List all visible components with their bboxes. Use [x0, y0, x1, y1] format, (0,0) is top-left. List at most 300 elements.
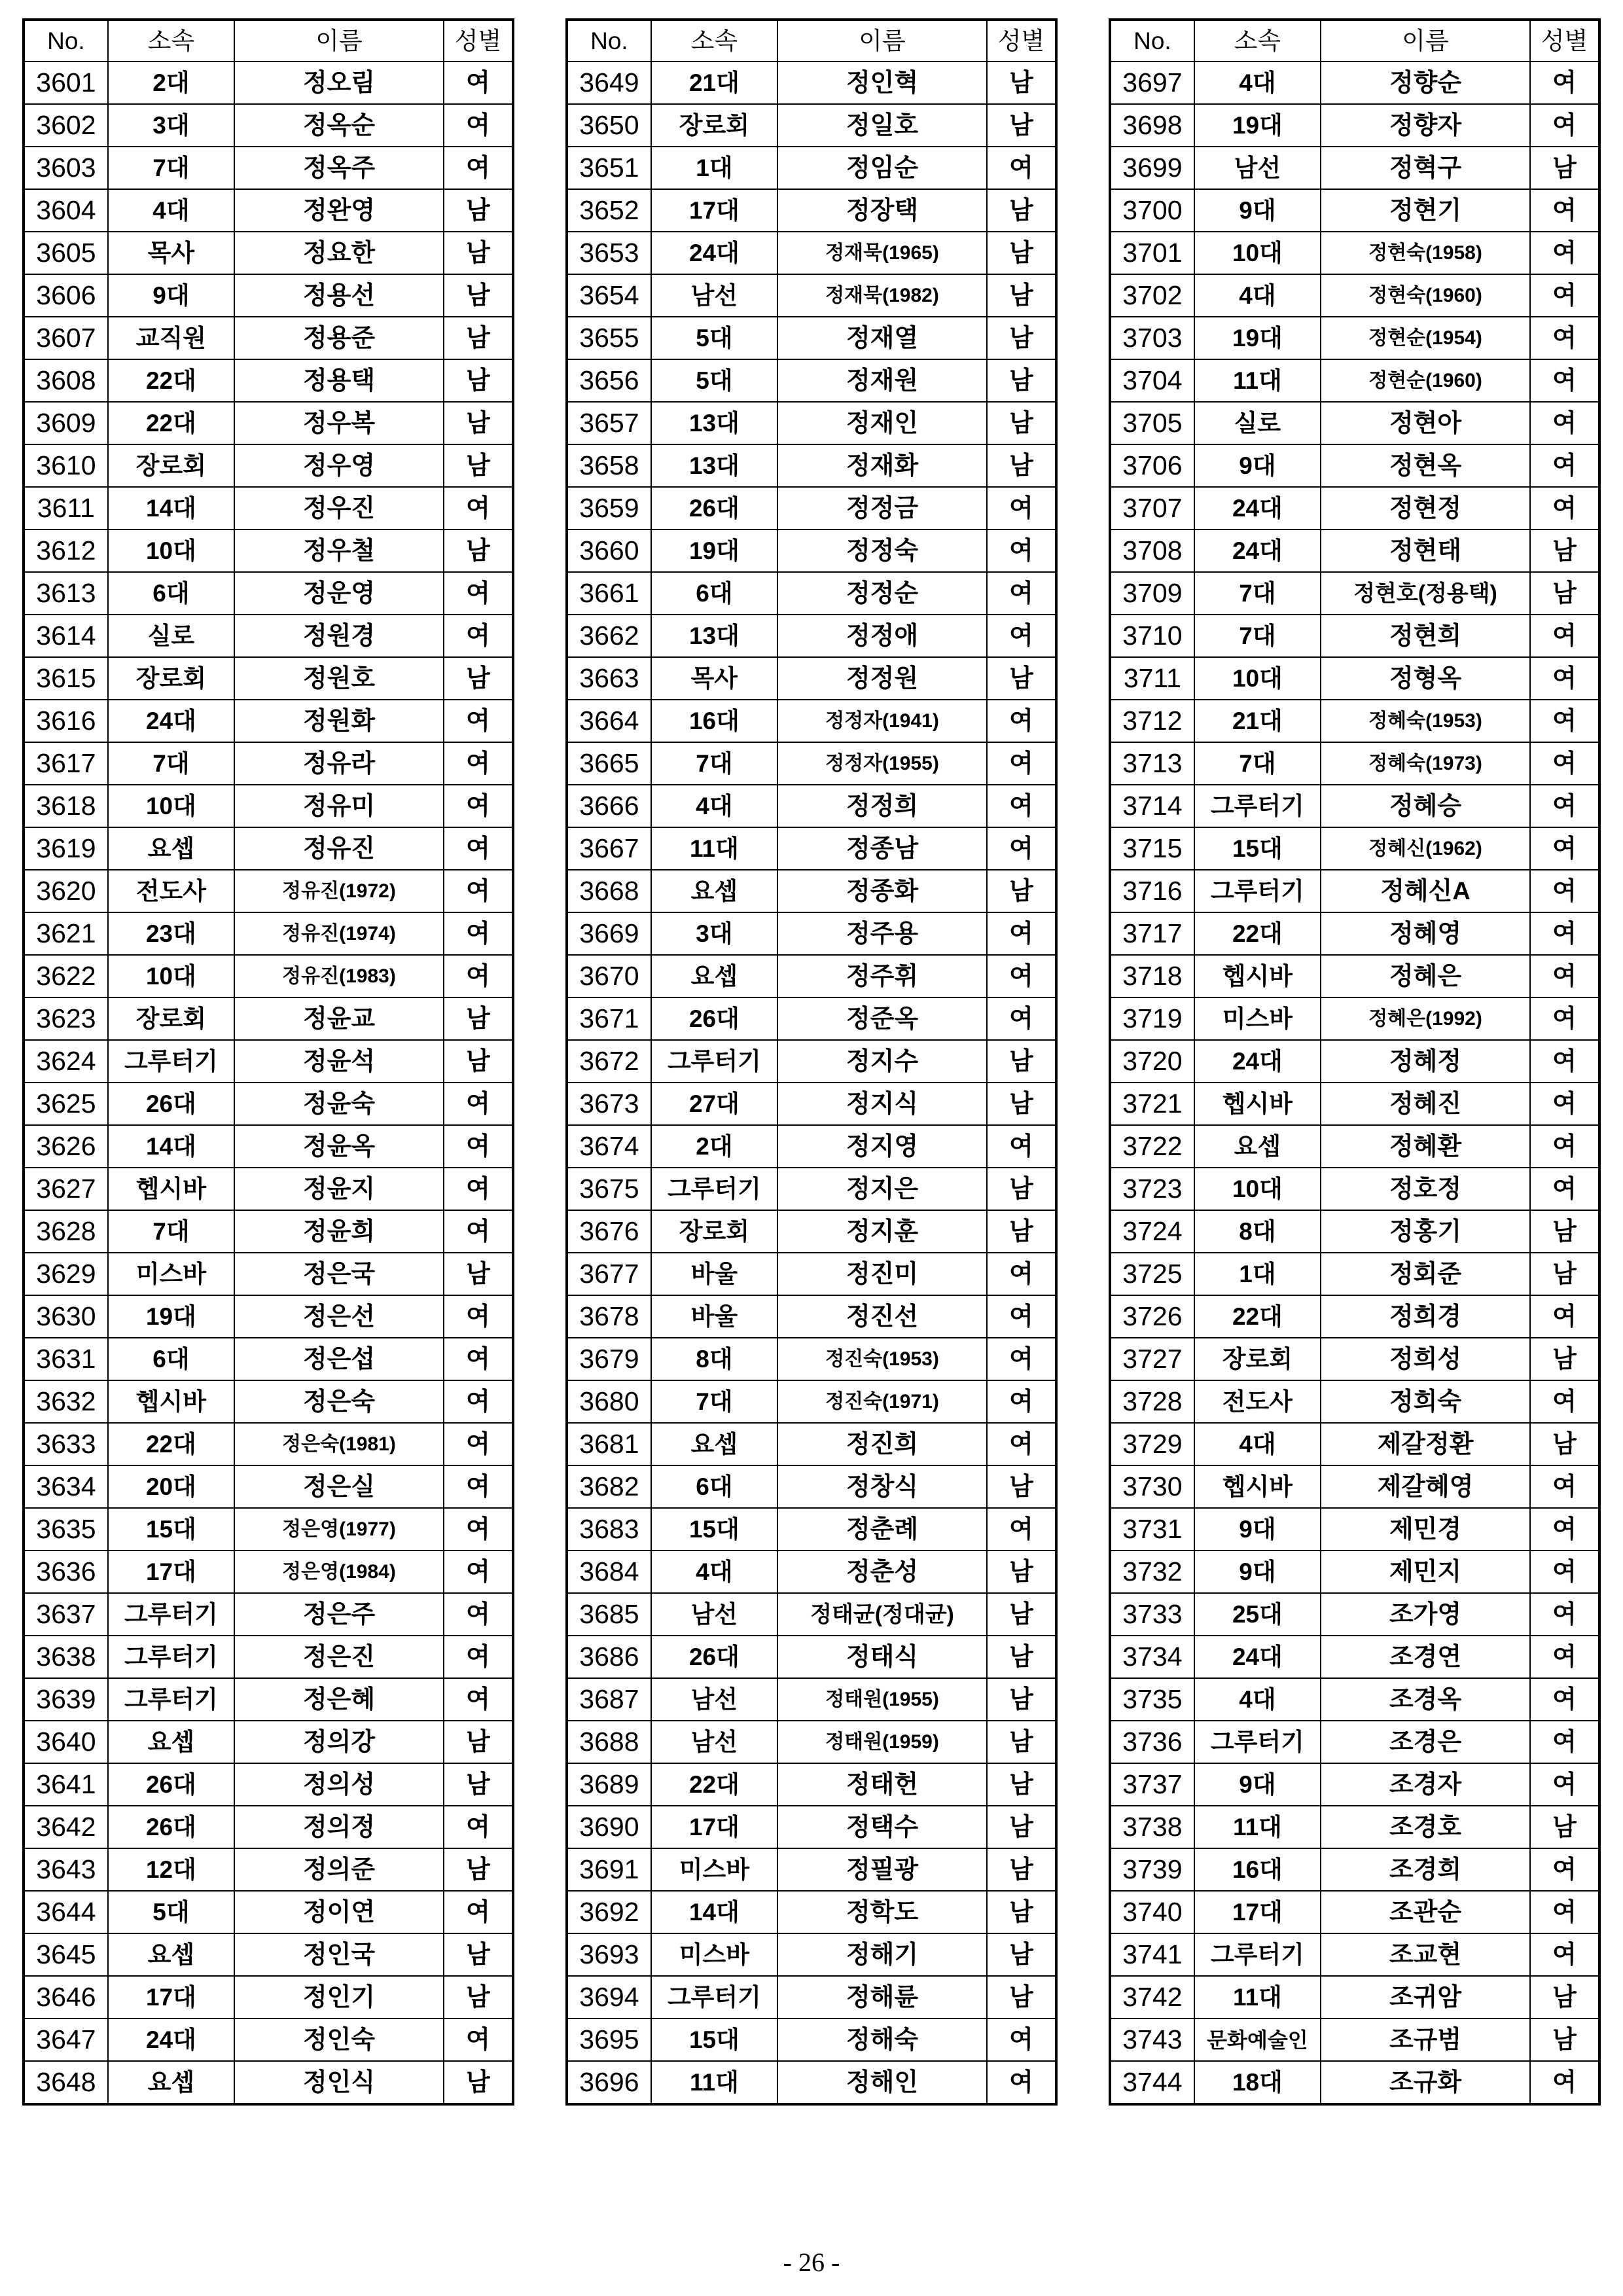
- cell-name: 정희숙: [1321, 1380, 1530, 1423]
- cell-sex: 여: [1530, 1848, 1599, 1891]
- cell-name: 정오림: [234, 62, 444, 104]
- cell-aff: 바울: [651, 1253, 777, 1295]
- cell-no: 3723: [1110, 1168, 1194, 1210]
- table-row: [1110, 1721, 1599, 1763]
- table-row: [567, 1891, 1056, 1933]
- table-row: [24, 827, 513, 870]
- cell-aff: 5대: [651, 359, 777, 402]
- cell-name: 정의준: [234, 1848, 444, 1891]
- cell-no: 3615: [24, 657, 108, 700]
- cell-no: 3712: [1110, 700, 1194, 742]
- table-row: [567, 827, 1056, 870]
- cell-name: 조경희: [1321, 1848, 1530, 1891]
- cell-name: 제민경: [1321, 1508, 1530, 1551]
- cell-sex: 남: [1530, 1338, 1599, 1380]
- cell-name: 정택수: [777, 1806, 987, 1848]
- table-row: [24, 147, 513, 189]
- cell-no: 3740: [1110, 1891, 1194, 1933]
- cell-name: 정의정: [234, 1806, 444, 1848]
- table-row: [567, 1848, 1056, 1891]
- cell-no: 3618: [24, 785, 108, 827]
- cell-name: 정현호(정용택): [1321, 572, 1530, 615]
- roster-table-block-right: [1109, 18, 1601, 2106]
- cell-aff: 미스바: [108, 1253, 234, 1295]
- cell-name: 정이연: [234, 1891, 444, 1933]
- cell-sex: 남: [987, 1636, 1056, 1678]
- cell-no: 3730: [1110, 1465, 1194, 1508]
- table-row: [24, 1040, 513, 1083]
- cell-aff: 5대: [651, 317, 777, 359]
- cell-sex: 여: [1530, 615, 1599, 657]
- table-row: [24, 1721, 513, 1763]
- cell-no: 3631: [24, 1338, 108, 1380]
- cell-aff: 6대: [651, 1465, 777, 1508]
- cell-sex: 남: [987, 317, 1056, 359]
- cell-name: 정요한: [234, 232, 444, 274]
- cell-aff: 5대: [108, 1891, 234, 1933]
- cell-aff: 24대: [1194, 487, 1321, 529]
- table-row: [1110, 1465, 1599, 1508]
- cell-sex: 여: [987, 615, 1056, 657]
- cell-name: 정은진: [234, 1636, 444, 1678]
- cell-sex: 여: [1530, 1763, 1599, 1806]
- cell-name: 정유진(1972): [234, 870, 444, 912]
- cell-no: 3677: [567, 1253, 651, 1295]
- cell-name: 정혜신A: [1321, 870, 1530, 912]
- cell-sex: 남: [987, 1806, 1056, 1848]
- cell-name: 정완영: [234, 189, 444, 232]
- cell-no: 3716: [1110, 870, 1194, 912]
- cell-aff: 16대: [1194, 1848, 1321, 1891]
- cell-sex: 여: [444, 955, 513, 997]
- cell-name: 정회준: [1321, 1253, 1530, 1295]
- cell-aff: 장로회: [651, 1210, 777, 1253]
- cell-name: 정용택: [234, 359, 444, 402]
- table-row: [1110, 1976, 1599, 2018]
- cell-sex: 여: [444, 2018, 513, 2061]
- cell-aff: 그루터기: [651, 1168, 777, 1210]
- table-row: [1110, 274, 1599, 317]
- cell-name: 정장택: [777, 189, 987, 232]
- cell-aff: 13대: [651, 444, 777, 487]
- cell-no: 3651: [567, 147, 651, 189]
- cell-aff: 전도사: [1194, 1380, 1321, 1423]
- cell-sex: 여: [444, 785, 513, 827]
- table-row: [1110, 572, 1599, 615]
- cell-aff: 3대: [108, 104, 234, 147]
- cell-no: 3690: [567, 1806, 651, 1848]
- cell-no: 3719: [1110, 997, 1194, 1040]
- header-row: [1110, 20, 1599, 62]
- cell-no: 3643: [24, 1848, 108, 1891]
- cell-sex: 남: [444, 1721, 513, 1763]
- table-row: [24, 529, 513, 572]
- cell-sex: 여: [1530, 62, 1599, 104]
- cell-aff: 13대: [651, 615, 777, 657]
- cell-no: 3624: [24, 1040, 108, 1083]
- cell-name: 정지훈: [777, 1210, 987, 1253]
- cell-name: 정우철: [234, 529, 444, 572]
- cell-name: 정정금: [777, 487, 987, 529]
- cell-name: 정정숙: [777, 529, 987, 572]
- table-row: [1110, 1210, 1599, 1253]
- table-row: [1110, 1848, 1599, 1891]
- cell-name: 정혜환: [1321, 1125, 1530, 1168]
- cell-name: 정은섭: [234, 1338, 444, 1380]
- cell-no: 3609: [24, 402, 108, 444]
- cell-aff: 실로: [1194, 402, 1321, 444]
- cell-no: 3686: [567, 1636, 651, 1678]
- cell-aff: 요셉: [108, 1933, 234, 1976]
- table-row: [24, 62, 513, 104]
- table-row: [24, 1508, 513, 1551]
- cell-sex: 여: [444, 827, 513, 870]
- cell-name: 정진숙(1953): [777, 1338, 987, 1380]
- cell-sex: 남: [444, 657, 513, 700]
- table-row: [24, 1423, 513, 1465]
- cell-no: 3608: [24, 359, 108, 402]
- cell-sex: 남: [987, 1678, 1056, 1721]
- cell-sex: 여: [444, 1423, 513, 1465]
- cell-sex: 남: [1530, 572, 1599, 615]
- cell-name: 정해인: [777, 2061, 987, 2104]
- cell-name: 정재열: [777, 317, 987, 359]
- cell-sex: 남: [987, 189, 1056, 232]
- table-row: [24, 1338, 513, 1380]
- table-row: [1110, 615, 1599, 657]
- cell-name: 정은주: [234, 1593, 444, 1636]
- table-row: [1110, 700, 1599, 742]
- cell-sex: 여: [987, 1253, 1056, 1295]
- cell-no: 3738: [1110, 1806, 1194, 1848]
- table-row: [567, 1465, 1056, 1508]
- cell-sex: 남: [987, 1763, 1056, 1806]
- cell-sex: 남: [444, 1976, 513, 2018]
- table-row: [567, 1806, 1056, 1848]
- cell-name: 정해기: [777, 1933, 987, 1976]
- cell-name: 정현태: [1321, 529, 1530, 572]
- cell-no: 3735: [1110, 1678, 1194, 1721]
- cell-aff: 26대: [651, 997, 777, 1040]
- cell-no: 3630: [24, 1295, 108, 1338]
- cell-aff: 15대: [651, 2018, 777, 2061]
- table-row: [1110, 997, 1599, 1040]
- cell-no: 3629: [24, 1253, 108, 1295]
- cell-aff: 6대: [651, 572, 777, 615]
- cell-sex: 여: [1530, 274, 1599, 317]
- cell-sex: 여: [1530, 1508, 1599, 1551]
- cell-no: 3614: [24, 615, 108, 657]
- cell-no: 3642: [24, 1806, 108, 1848]
- cell-name: 조규화: [1321, 2061, 1530, 2104]
- table-row: [1110, 1593, 1599, 1636]
- cell-aff: 4대: [651, 785, 777, 827]
- cell-name: 정혜진: [1321, 1083, 1530, 1125]
- cell-aff: 요셉: [651, 870, 777, 912]
- cell-aff: 14대: [108, 487, 234, 529]
- column-header-gender: 성별: [987, 20, 1056, 62]
- cell-name: 정인기: [234, 1976, 444, 2018]
- table-row: [24, 1083, 513, 1125]
- table-row: [567, 912, 1056, 955]
- cell-aff: 1대: [651, 147, 777, 189]
- cell-no: 3621: [24, 912, 108, 955]
- cell-sex: 남: [987, 1168, 1056, 1210]
- cell-aff: 8대: [651, 1338, 777, 1380]
- cell-aff: 7대: [1194, 572, 1321, 615]
- cell-sex: 여: [1530, 444, 1599, 487]
- cell-sex: 남: [987, 274, 1056, 317]
- cell-name: 정인숙: [234, 2018, 444, 2061]
- cell-name: 정향순: [1321, 62, 1530, 104]
- cell-aff: 15대: [1194, 827, 1321, 870]
- cell-sex: 여: [1530, 2061, 1599, 2104]
- table-row: [24, 870, 513, 912]
- cell-aff: 헵시바: [1194, 955, 1321, 997]
- cell-aff: 7대: [651, 742, 777, 785]
- cell-name: 정현기: [1321, 189, 1530, 232]
- cell-name: 조관순: [1321, 1891, 1530, 1933]
- column-header-affiliation: 소속: [1194, 20, 1321, 62]
- cell-name: 정일호: [777, 104, 987, 147]
- cell-sex: 여: [1530, 742, 1599, 785]
- table-row: [567, 742, 1056, 785]
- cell-no: 3725: [1110, 1253, 1194, 1295]
- table-row: [567, 1125, 1056, 1168]
- cell-name: 정인국: [234, 1933, 444, 1976]
- table-row: [1110, 232, 1599, 274]
- table-row: [24, 1976, 513, 2018]
- cell-sex: 남: [987, 402, 1056, 444]
- table-row: [1110, 189, 1599, 232]
- cell-name: 정은영(1984): [234, 1551, 444, 1593]
- table-row: [1110, 402, 1599, 444]
- cell-aff: 전도사: [108, 870, 234, 912]
- cell-no: 3684: [567, 1551, 651, 1593]
- table-row: [24, 317, 513, 359]
- cell-name: 정정자(1955): [777, 742, 987, 785]
- cell-name: 정현숙(1960): [1321, 274, 1530, 317]
- cell-no: 3731: [1110, 1508, 1194, 1551]
- roster-table-left: [22, 18, 514, 2106]
- cell-sex: 여: [444, 1083, 513, 1125]
- table-row: [567, 955, 1056, 997]
- table-row: [1110, 2018, 1599, 2061]
- table-row: [24, 742, 513, 785]
- cell-sex: 남: [1530, 1210, 1599, 1253]
- cell-no: 3664: [567, 700, 651, 742]
- cell-aff: 11대: [651, 2061, 777, 2104]
- cell-aff: 9대: [1194, 189, 1321, 232]
- cell-sex: 남: [987, 1210, 1056, 1253]
- cell-name: 정은선: [234, 1295, 444, 1338]
- cell-no: 3671: [567, 997, 651, 1040]
- table-row: [1110, 657, 1599, 700]
- cell-name: 정진미: [777, 1253, 987, 1295]
- table-row: [567, 402, 1056, 444]
- cell-aff: 27대: [651, 1083, 777, 1125]
- table-row: [567, 62, 1056, 104]
- table-row: [24, 359, 513, 402]
- cell-aff: 남선: [651, 274, 777, 317]
- cell-sex: 남: [444, 189, 513, 232]
- cell-aff: 16대: [651, 700, 777, 742]
- table-row: [1110, 1508, 1599, 1551]
- table-row: [24, 189, 513, 232]
- cell-sex: 여: [1530, 657, 1599, 700]
- cell-no: 3732: [1110, 1551, 1194, 1593]
- table-row: [24, 700, 513, 742]
- column-header-name: 이름: [1321, 20, 1530, 62]
- cell-sex: 남: [1530, 529, 1599, 572]
- table-row: [1110, 1168, 1599, 1210]
- cell-aff: 요셉: [1194, 1125, 1321, 1168]
- cell-sex: 남: [444, 444, 513, 487]
- table-row: [567, 189, 1056, 232]
- cell-name: 정혜영: [1321, 912, 1530, 955]
- cell-aff: 남선: [651, 1593, 777, 1636]
- table-body-middle: [567, 62, 1056, 2104]
- cell-sex: 여: [444, 572, 513, 615]
- cell-aff: 그루터기: [651, 1976, 777, 2018]
- cell-name: 정향자: [1321, 104, 1530, 147]
- cell-aff: 4대: [1194, 1678, 1321, 1721]
- cell-name: 정은실: [234, 1465, 444, 1508]
- cell-aff: 22대: [651, 1763, 777, 1806]
- cell-aff: 20대: [108, 1465, 234, 1508]
- cell-aff: 9대: [1194, 1551, 1321, 1593]
- cell-sex: 여: [444, 912, 513, 955]
- cell-no: 3699: [1110, 147, 1194, 189]
- cell-no: 3645: [24, 1933, 108, 1976]
- table-row: [1110, 955, 1599, 997]
- cell-name: 정재인: [777, 402, 987, 444]
- cell-aff: 바울: [651, 1295, 777, 1338]
- cell-aff: 10대: [108, 955, 234, 997]
- table-row: [24, 1763, 513, 1806]
- cell-sex: 여: [987, 1380, 1056, 1423]
- table-row: [567, 615, 1056, 657]
- roster-tables-container: [22, 18, 1601, 2106]
- cell-no: 3656: [567, 359, 651, 402]
- cell-sex: 여: [987, 1125, 1056, 1168]
- table-row: [567, 1508, 1056, 1551]
- table-row: [567, 1253, 1056, 1295]
- cell-aff: 남선: [1194, 147, 1321, 189]
- cell-no: 3706: [1110, 444, 1194, 487]
- table-row: [24, 274, 513, 317]
- cell-aff: 요셉: [108, 1721, 234, 1763]
- cell-sex: 여: [987, 700, 1056, 742]
- cell-name: 정혜정: [1321, 1040, 1530, 1083]
- cell-sex: 남: [987, 657, 1056, 700]
- cell-name: 정인혁: [777, 62, 987, 104]
- cell-aff: 15대: [108, 1508, 234, 1551]
- cell-sex: 남: [987, 359, 1056, 402]
- cell-sex: 여: [1530, 997, 1599, 1040]
- cell-name: 정희경: [1321, 1295, 1530, 1338]
- table-row: [24, 1168, 513, 1210]
- cell-aff: 19대: [1194, 317, 1321, 359]
- cell-aff: 4대: [108, 189, 234, 232]
- table-row: [1110, 529, 1599, 572]
- cell-aff: 14대: [108, 1125, 234, 1168]
- cell-aff: 장로회: [1194, 1338, 1321, 1380]
- header-row: [24, 20, 513, 62]
- cell-aff: 미스바: [651, 1848, 777, 1891]
- table-row: [567, 870, 1056, 912]
- cell-name: 정혜은(1992): [1321, 997, 1530, 1040]
- cell-name: 정윤교: [234, 997, 444, 1040]
- cell-name: 조경자: [1321, 1763, 1530, 1806]
- cell-no: 3610: [24, 444, 108, 487]
- cell-sex: 여: [444, 1593, 513, 1636]
- cell-no: 3720: [1110, 1040, 1194, 1083]
- table-row: [1110, 444, 1599, 487]
- cell-aff: 18대: [1194, 2061, 1321, 2104]
- cell-aff: 26대: [651, 1636, 777, 1678]
- table-row: [24, 487, 513, 529]
- cell-name: 정의성: [234, 1763, 444, 1806]
- cell-name: 조경호: [1321, 1806, 1530, 1848]
- cell-name: 정주휘: [777, 955, 987, 997]
- table-row: [567, 487, 1056, 529]
- cell-name: 정용선: [234, 274, 444, 317]
- cell-no: 3691: [567, 1848, 651, 1891]
- cell-no: 3670: [567, 955, 651, 997]
- table-row: [567, 1380, 1056, 1423]
- cell-aff: 교직원: [108, 317, 234, 359]
- cell-sex: 여: [987, 1423, 1056, 1465]
- cell-sex: 남: [987, 1891, 1056, 1933]
- cell-sex: 남: [987, 1465, 1056, 1508]
- table-row: [1110, 785, 1599, 827]
- cell-no: 3744: [1110, 2061, 1194, 2104]
- cell-sex: 여: [444, 700, 513, 742]
- table-row: [567, 1593, 1056, 1636]
- cell-sex: 여: [987, 487, 1056, 529]
- table-row: [24, 1380, 513, 1423]
- cell-name: 정유진(1974): [234, 912, 444, 955]
- cell-name: 정혁구: [1321, 147, 1530, 189]
- cell-name: 정현희: [1321, 615, 1530, 657]
- cell-no: 3707: [1110, 487, 1194, 529]
- cell-name: 정윤옥: [234, 1125, 444, 1168]
- cell-name: 정은혜: [234, 1678, 444, 1721]
- table-row: [24, 2018, 513, 2061]
- cell-no: 3682: [567, 1465, 651, 1508]
- table-row: [1110, 1125, 1599, 1168]
- cell-sex: 여: [1530, 1040, 1599, 1083]
- table-row: [24, 444, 513, 487]
- cell-no: 3638: [24, 1636, 108, 1678]
- cell-no: 3649: [567, 62, 651, 104]
- cell-aff: 17대: [108, 1976, 234, 2018]
- table-row: [567, 1338, 1056, 1380]
- cell-sex: 여: [444, 1678, 513, 1721]
- table-row: [24, 1125, 513, 1168]
- cell-sex: 여: [444, 1168, 513, 1210]
- cell-aff: 24대: [108, 2018, 234, 2061]
- cell-aff: 10대: [1194, 657, 1321, 700]
- table-row: [24, 1210, 513, 1253]
- table-header-middle: [567, 20, 1056, 62]
- table-row: [1110, 1295, 1599, 1338]
- cell-name: 정희성: [1321, 1338, 1530, 1380]
- table-row: [567, 1976, 1056, 2018]
- cell-aff: 헵시바: [1194, 1083, 1321, 1125]
- cell-no: 3623: [24, 997, 108, 1040]
